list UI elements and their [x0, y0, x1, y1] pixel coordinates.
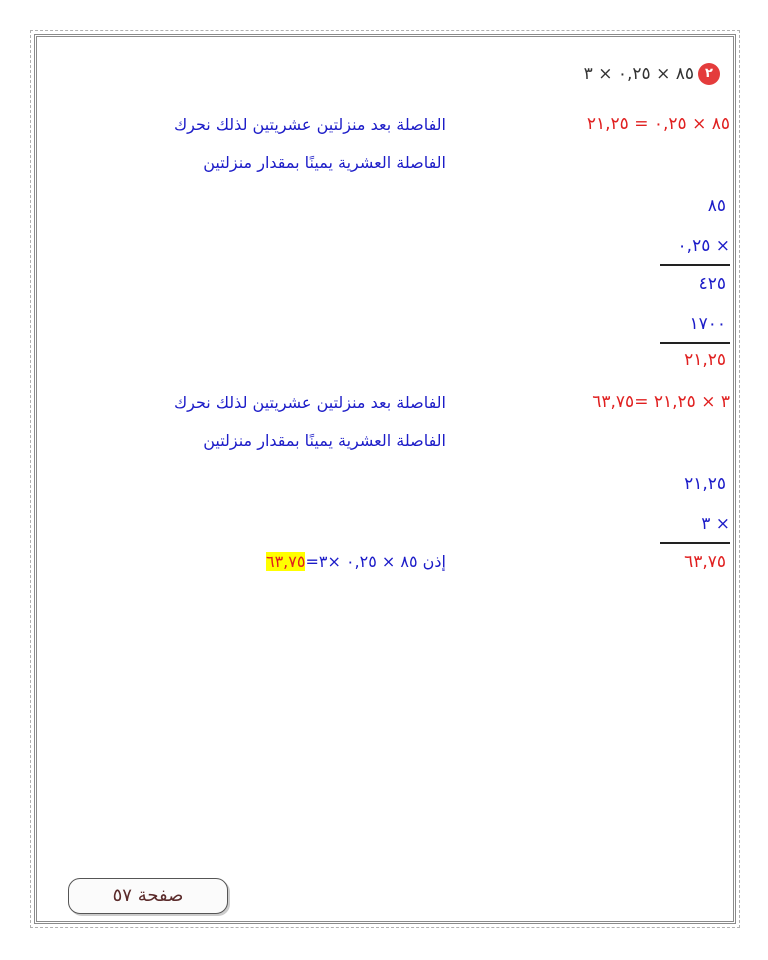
mult2-line	[660, 542, 730, 544]
mult1-partial2: ١٧٠٠	[689, 314, 726, 334]
page-number-label: صفحة ٥٧	[112, 885, 184, 906]
step2-note-line2: الفاصلة العشرية يمينًا بمقدار منزلتين	[203, 431, 446, 450]
mult1-line1	[660, 264, 730, 266]
mult1-partial1: ٤٢٥	[698, 274, 726, 294]
step1-note-line1: الفاصلة بعد منزلتين عشريتين لذلك نحرك	[173, 115, 446, 134]
mult1-row2: × ٠,٢٥	[677, 236, 730, 256]
page-number-box	[68, 878, 228, 914]
conclusion-answer: ٦٣,٧٥	[265, 552, 306, 571]
mult1-row1: ٨٥	[707, 196, 726, 216]
conclusion	[266, 552, 446, 572]
problem-number-badge: ٢	[698, 63, 720, 85]
mult2-result: ٦٣,٧٥	[684, 552, 726, 572]
step2-note-line1: الفاصلة بعد منزلتين عشريتين لذلك نحرك	[173, 393, 446, 412]
problem-expression: ٨٥ × ٠,٢٥ × ٣	[583, 64, 694, 84]
step2-equation: ٣ × ٢١,٢٥ =٦٣,٧٥	[592, 392, 730, 412]
mult1-result: ٢١,٢٥	[684, 350, 726, 370]
mult2-row1: ٢١,٢٥	[684, 474, 726, 494]
step1-equation: ٨٥ × ٠,٢٥ = ٢١,٢٥	[586, 114, 730, 134]
mult2-row2: × ٣	[701, 514, 730, 534]
step1-note-line2: الفاصلة العشرية يمينًا بمقدار منزلتين	[203, 153, 446, 172]
mult1-line2	[660, 342, 730, 344]
conclusion-prefix: إذن ٨٥ × ٠,٢٥ ×٣=	[305, 552, 446, 571]
